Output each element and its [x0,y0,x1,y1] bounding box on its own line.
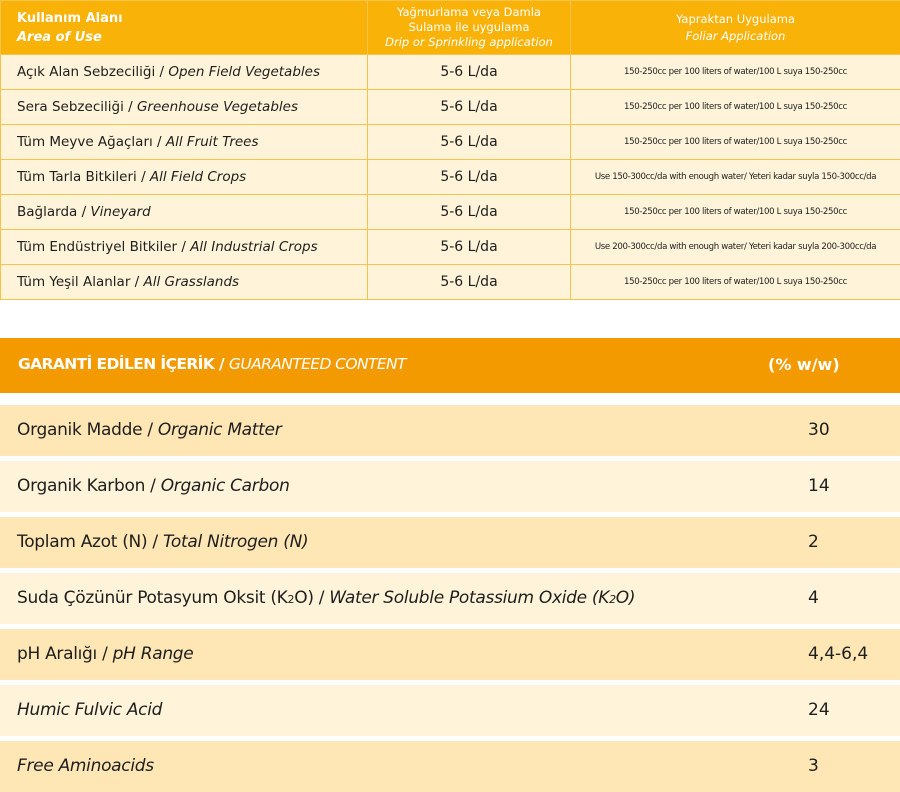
usage-area-cell [1,195,368,230]
content-name [17,420,281,440]
header-drip [368,1,571,55]
usage-row [1,265,900,300]
content-name [17,588,635,608]
header-area-tr: Kullanım Alanı [17,10,123,26]
area-en: Vineyard [90,204,151,220]
usage-area-cell [1,160,368,195]
usage-drip-cell: 5-6 L/da [368,195,571,230]
header-drip-tr-2: Sulama ile uygulama [408,20,530,34]
name-en: Humic Fulvic Acid [17,700,163,720]
content-value: 4,4-6,4 [808,644,869,664]
area-en: All Industrial Crops [190,239,318,255]
usage-drip-cell: 5-6 L/da [368,90,571,125]
content-value: 4 [808,588,819,608]
title-en: GUARANTEED CONTENT [228,355,406,373]
usage-drip-cell: 5-6 L/da [368,230,571,265]
content-row [0,573,900,624]
content-row [0,741,900,792]
name-tr: Organik Madde / [17,420,158,440]
content-row [0,685,900,736]
area-en: Open Field Vegetables [168,64,320,80]
content-row [0,517,900,568]
header-area-of-use [1,1,368,55]
content-name [17,644,193,664]
name-en-post: O) [615,588,636,608]
usage-row [1,55,900,90]
area-tr: Tüm Endüstriyel Bitkiler / [17,239,191,255]
usage-foliar-cell: 150-250cc per 100 liters of water/100 L suya 150-250cc [571,125,900,160]
usage-foliar-cell: Use 200-300cc/da with enough water/ Yeteri kadar suyla 200-300cc/da [571,230,900,265]
header-foliar-tr: Yapraktan Uygulama [675,11,796,26]
title-tr: GARANTİ EDİLEN İÇERİK / [18,355,229,373]
name-en: Total Nitrogen (N) [162,532,309,552]
area-tr: Bağlarda / [17,204,91,220]
usage-drip-cell: 5-6 L/da [368,55,571,90]
area-tr: Tüm Meyve Ağaçları / [17,134,166,150]
name-en: pH Range [112,644,194,664]
content-value: 3 [808,756,819,776]
content-value: 24 [808,700,830,720]
usage-foliar-cell: 150-250cc per 100 liters of water/100 L suya 150-250cc [571,195,900,230]
name-tr: Toplam Azot (N) / [17,532,163,552]
name-tr: pH Aralığı / [17,644,113,664]
usage-row [1,160,900,195]
header-foliar-en: Foliar Application [685,28,786,43]
usage-area-cell [1,90,368,125]
content-name [17,756,154,776]
guaranteed-content-header [0,338,900,393]
usage-area-cell [1,125,368,160]
usage-foliar-cell: 150-250cc per 100 liters of water/100 L suya 150-250cc [571,90,900,125]
usage-row [1,195,900,230]
content-row [0,461,900,512]
usage-row [1,230,900,265]
usage-foliar-cell: Use 150-300cc/da with enough water/ Yeteri kadar suyla 150-300cc/da [571,160,900,195]
content-value: 2 [808,532,819,552]
name-en: Organic Matter [157,420,282,440]
name-tr-post: O) / [294,588,330,608]
usage-drip-cell: 5-6 L/da [368,265,571,300]
content-row [0,629,900,680]
usage-row [1,90,900,125]
usage-table [0,0,900,300]
content-name [17,476,290,496]
area-en: All Fruit Trees [165,134,259,150]
area-en: Greenhouse Vegetables [136,99,298,115]
name-en: Free Aminoacids [17,756,154,776]
area-en: All Field Crops [149,169,247,185]
header-drip-tr-1: Yağmurlama veya Damla [397,5,541,19]
name-tr-subscript: 2 [287,593,295,606]
content-value: 30 [808,420,830,440]
unit-label: (% w/w) [768,355,840,374]
header-area-en: Area of Use [17,29,102,45]
usage-area-cell [1,55,368,90]
header-foliar [571,1,900,55]
area-tr: Tüm Tarla Bitkileri / [17,169,150,185]
usage-foliar-cell: 150-250cc per 100 liters of water/100 L suya 150-250cc [571,265,900,300]
usage-drip-cell: 5-6 L/da [368,125,571,160]
header-drip-en: Drip or Sprinkling application [385,35,553,49]
usage-area-cell [1,265,368,300]
area-tr: Tüm Yeşil Alanlar / [17,274,144,290]
usage-table-header [1,1,900,55]
name-tr-pre: Suda Çözünür Potasyum Oksit (K [17,588,288,608]
content-name [17,532,308,552]
name-tr: Organik Karbon / [17,476,161,496]
usage-foliar-cell: 150-250cc per 100 liters of water/100 L suya 150-250cc [571,55,900,90]
area-tr: Sera Sebzeciliği / [17,99,137,115]
name-en-subscript: 2 [609,593,616,606]
usage-drip-cell: 5-6 L/da [368,160,571,195]
name-en-pre: Water Soluble Potassium Oxide (K [329,588,610,608]
content-value: 14 [808,476,830,496]
area-tr: Açık Alan Sebzeciliği / [17,64,169,80]
guaranteed-content-title [18,355,406,373]
content-row [0,405,900,456]
name-en: Organic Carbon [160,476,290,496]
usage-row [1,125,900,160]
content-name [17,700,162,720]
usage-area-cell [1,230,368,265]
area-en: All Grasslands [143,274,240,290]
